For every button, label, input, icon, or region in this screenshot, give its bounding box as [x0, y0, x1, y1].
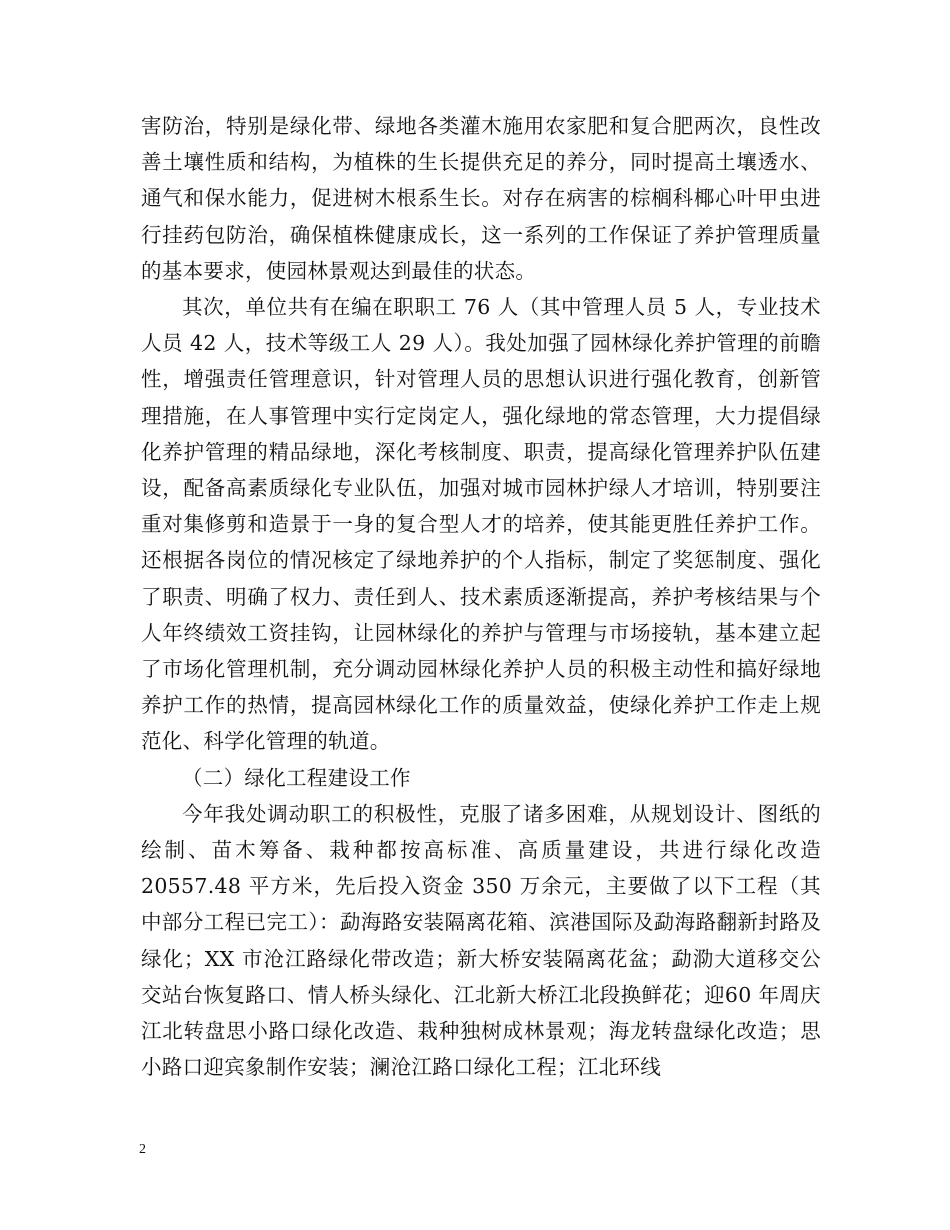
section-heading: （二）绿化工程建设工作 [182, 765, 411, 790]
paragraph-staff: 其次，单位共有在编在职职工 76 人（其中管理人员 5 人，专业技术人员 42 人，技术等级工人 29 人）。我处加强了园林绿化养护管理的前瞻性，增强责任管理意识，针对管理人员的思想认识进行强化教育，创新管理措施，在人事管理中实行定岗定人，强化绿地的常态管理，大力提倡绿化养护管理的精品绿地，深化考核制度、职责，提高绿化管理养护队伍建设，配备高素质绿化专业队伍，加强对城市园林护绿人才培训，特别要注重对集修剪和造景于一身的复合型人才的培养，使其能更胜任养护工作。还根据各岗位的情况核定了绿地养护的个人指标，制定了奖惩制度、强化了职责、明确了权力、责任到人、技术素质逐渐提高，养护考核结果与个人年终绩效工资挂钩，让园林绿化的养护与管理与市场接轨，基本建立起了市场化管理机制，充分调动园林绿化养护人员的积极主动性和搞好绿地养护工作的热情，提高园林绿化工作的质量效益，使绿化养护工作走上规范化、科学化管理的轨道。 [141, 295, 821, 754]
document-body [141, 108, 821, 1085]
page-number: 2 [139, 1142, 146, 1157]
paragraph-projects: 今年我处调动职工的积极性，克服了诸多困难，从规划设计、图纸的绘制、苗木筹备、栽种都按高标准、高质量建设，共进行绿化改造20557.48 平方米，先后投入资金 350 万余元，主要做了以下工程（其中部分工程已完工）：勐海路安装隔离花箱、滨港国际及勐海路翻新封路及绿化；XX 市沧江路绿化带改造；新大桥安装隔离花盆；勐泐大道移交公交站台恢复路口、情人桥头绿化、江北新大桥江北段换鲜花；迎60 年周庆江北转盘思小路口绿化改造、栽种独树成林景观；海龙转盘绿化改造；思小路口迎宾象制作安装；澜沧江路口绿化工程；江北环线 [141, 801, 821, 1080]
paragraph-continuation: 害防治，特别是绿化带、绿地各类灌木施用农家肥和复合肥两次，良性改善土壤性质和结构，为植株的生长提供充足的养分，同时提高土壤透水、通气和保水能力，促进树木根系生长。对存在病害的棕榈科椰心叶甲虫进行挂药包防治，确保植株健康成长，这一系列的工作保证了养护管理质量的基本要求，使园林景观达到最佳的状态。 [141, 114, 821, 283]
